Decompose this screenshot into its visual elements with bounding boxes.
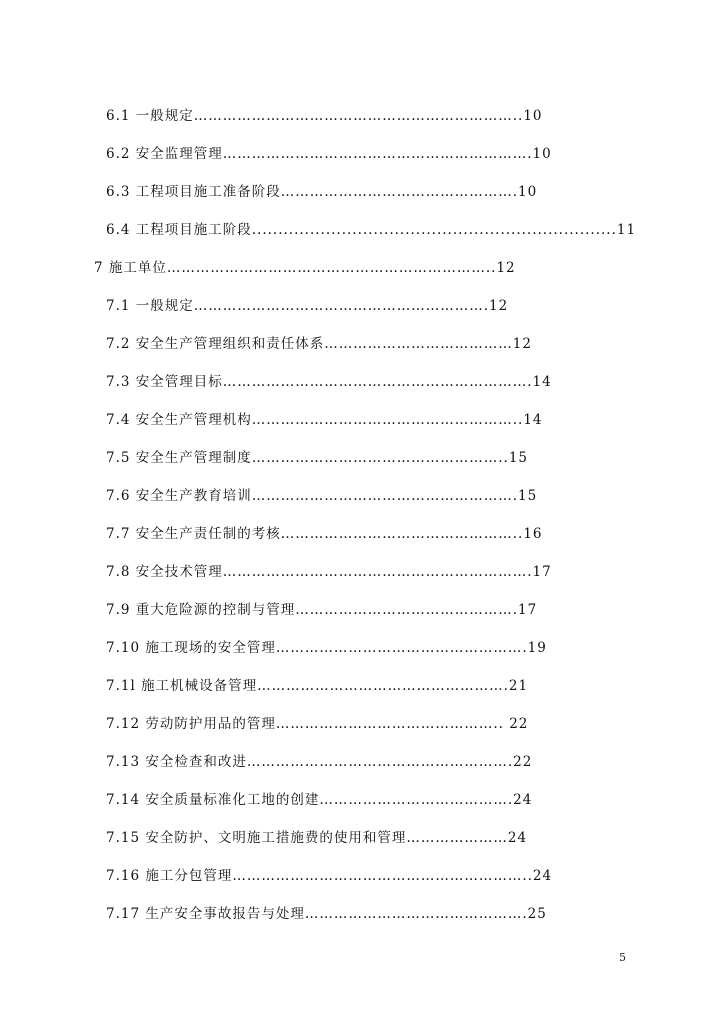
toc-entry-text: 7.8 安全技术管理……………………………………………………….17 (106, 564, 552, 580)
toc-entry-text: 6.1 一般规定…………………………………………………………..10 (106, 108, 543, 124)
toc-entry-6-1[interactable] (106, 105, 543, 127)
toc-entry-text: 7.9 重大危险源的控制与管理……………………………………….17 (106, 602, 538, 618)
toc-entry-7-16[interactable] (106, 865, 552, 887)
toc-entry-7-8[interactable] (106, 561, 552, 583)
toc-entry-text: 7.1 一般规定…………………………………………………….12 (106, 298, 509, 314)
toc-entry-text: 7.10 施工现场的安全管理…………………………………………….19 (106, 640, 547, 656)
toc-entry-7-3[interactable] (106, 371, 552, 393)
toc-entry-text: 7.12 劳动防护用品的管理……………………………………….. 22 (106, 716, 529, 732)
toc-entry-7-9[interactable] (106, 599, 537, 621)
toc-entry-text: 6.2 安全监理管理……………………………………………………….10 (106, 146, 552, 162)
toc-entry-text: 7.17 生产安全事故报告与处理……………………………………….25 (106, 906, 547, 922)
toc-entry-7-4[interactable] (106, 409, 543, 431)
toc-entry-7-5[interactable] (106, 447, 528, 469)
toc-entry-7-11[interactable] (106, 675, 528, 697)
toc-entry-text: 7.7 安全生产责任制的考核…………………………………………..16 (106, 526, 543, 542)
toc-entry-text: 6.4 工程项目施工阶段.....................................................................11 (106, 222, 637, 238)
toc-entry-text: 7 施工单位…………………………………………………………..12 (94, 260, 516, 276)
toc-entry-7-14[interactable] (106, 789, 532, 811)
toc-entry-text: 7.15 安全防护、文明施工措施费的使用和管理…………………24 (106, 830, 528, 846)
page-number: 5 (619, 951, 626, 964)
toc-entry-7-2[interactable] (106, 333, 532, 355)
toc-entry-text: 7.4 安全生产管理机构………………………………………………..14 (106, 412, 543, 428)
toc-entry-text: 7.2 安全生产管理组织和责任体系…………………………………12 (106, 336, 532, 352)
toc-entry-text: 7.1l 施工机械设备管理…………………………………………….21 (106, 678, 529, 694)
toc-entry-text: 7.5 安全生产管理制度……………………………………………..15 (106, 450, 529, 466)
toc-entry-7-6[interactable] (106, 485, 537, 507)
toc-entry-7[interactable] (94, 257, 516, 279)
toc-entry-text: 7.6 安全生产教育培训……………………………………………….15 (106, 488, 538, 504)
toc-entry-7-13[interactable] (106, 751, 532, 773)
toc-entry-text: 6.3 工程项目施工准备阶段………………………………………….10 (106, 184, 538, 200)
toc-entry-7-17[interactable] (106, 903, 547, 925)
toc-entry-text: 7.13 安全检查和改进……………………………………………….22 (106, 754, 533, 770)
toc-entry-text: 7.14 安全质量标准化工地的创建………………………………….24 (106, 792, 533, 808)
toc-entry-7-10[interactable] (106, 637, 547, 659)
toc-entry-6-3[interactable] (106, 181, 537, 203)
toc-entry-text: 7.16 施工分包管理……………………………………………………..24 (106, 868, 553, 884)
toc-entry-7-1[interactable] (106, 295, 508, 317)
toc-entry-7-7[interactable] (106, 523, 543, 545)
toc-entry-text: 7.3 安全管理目标……………………………………………………….14 (106, 374, 552, 390)
toc-entry-6-4[interactable] (106, 219, 636, 241)
toc-entry-6-2[interactable] (106, 143, 552, 165)
toc-entry-7-15[interactable] (106, 827, 527, 849)
toc-entry-7-12[interactable] (106, 713, 528, 735)
